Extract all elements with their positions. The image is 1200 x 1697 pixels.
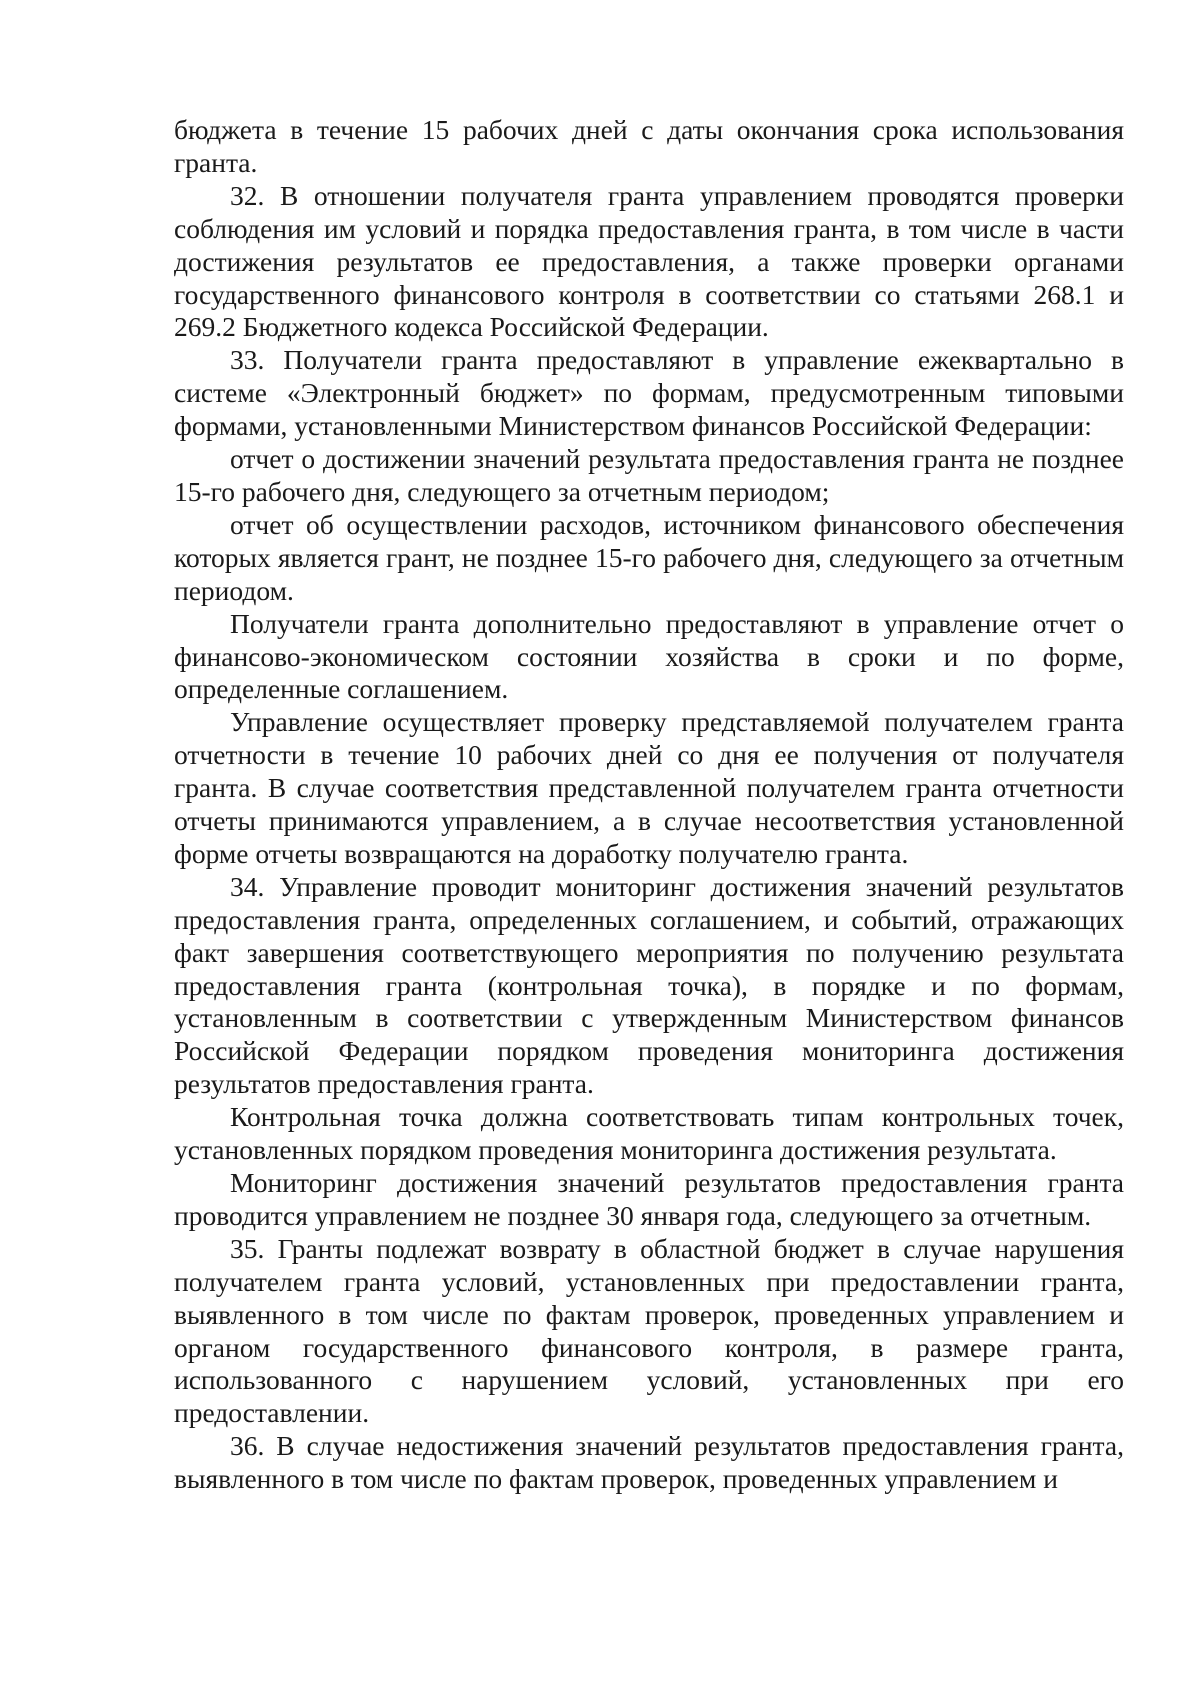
paragraph-continuation: бюджета в течение 15 рабочих дней с даты окончания срока использования гранта. — [174, 114, 1124, 178]
paragraph-34-monitoring-deadline: Мониторинг достижения значений результатов предоставления гранта проводится управлением не позднее 30 января года, следующего за отчетным. — [174, 1167, 1124, 1231]
paragraph-33-report-results: отчет о достижении значений результата предоставления гранта не позднее 15-го рабочего дня, следующего за отчетным периодом; — [174, 443, 1124, 507]
paragraph-33: 33. Получатели гранта предоставляют в управление ежеквартально в системе «Электронный бюджет» по формам, предусмотренным типовыми формами, установленными Министерством финансов Российской Федерации: — [174, 344, 1124, 442]
paragraph-33-additional-report: Получатели гранта дополнительно предоставляют в управление отчет о финансово-экономическом состоянии хозяйства в сроки и по форме, определенные соглашением. — [174, 607, 1124, 705]
paragraph-33-report-check: Управление осуществляет проверку представляемой получателем гранта отчетности в течение 10 рабочих дней со дня ее получения от получателя гранта. В случае соответствия представленной получателем гранта отчетности отчеты принимаются управлением, а в случае несоответствия установленной форме отчеты возвращаются на доработку получателю гранта. — [174, 706, 1124, 869]
paragraph-34-control-point: Контрольная точка должна соответствовать типам контрольных точек, установленных порядком проведения мониторинга достижения результата. — [174, 1101, 1124, 1166]
paragraph-33-report-expenses: отчет об осуществлении расходов, источником финансового обеспечения которых является грант, не позднее 15-го рабочего дня, следующего за отчетным периодом. — [174, 508, 1124, 606]
paragraph-32: 32. В отношении получателя гранта управлением проводятся проверки соблюдения им условий и порядка предоставления гранта, в том числе в части достижения результатов ее предоставления, а также проверки органами государственного финансового контроля в соответствии со статьями 268.1 и 269.2 Бюджетного кодекса Российской Федерации. — [174, 179, 1124, 343]
paragraph-34: 34. Управление проводит мониторинг достижения значений результатов предоставления гранта, определенных соглашением, и событий, отражающих факт завершения соответствующего мероприятия по получению результата предоставления гранта (контрольная точка), в порядке и по формам, установленным в соответствии с утвержденным Министерством финансов Российской Федерации порядком проведения мониторинга достижения результатов предоставления гранта. — [174, 870, 1124, 1100]
document-body — [174, 114, 1124, 1496]
paragraph-36: 36. В случае недостижения значений результатов предоставления гранта, выявленного в том числе по фактам проверок, проведенных управлением и — [174, 1430, 1124, 1495]
paragraph-35: 35. Гранты подлежат возврату в областной бюджет в случае нарушения получателем гранта условий, установленных при предоставлении гранта, выявленного в том числе по фактам проверок, проведенных управлением и органом государственного финансового контроля, в размере гранта, использованного с нарушением условий, установленных при его предоставлении. — [174, 1232, 1124, 1429]
